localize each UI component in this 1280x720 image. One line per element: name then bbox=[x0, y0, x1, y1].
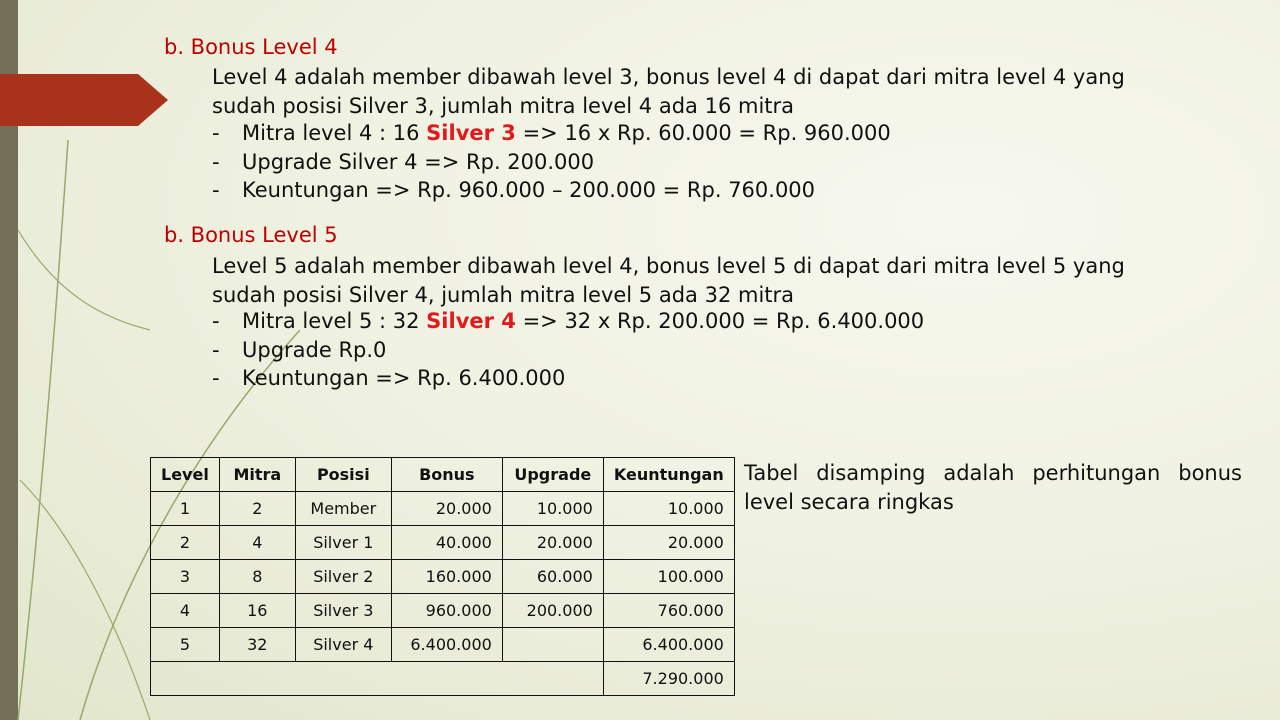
table-row bbox=[151, 492, 735, 526]
total-blank-cell bbox=[151, 662, 604, 696]
cell-keuntungan: 6.400.000 bbox=[603, 628, 734, 662]
bullet-dash: - bbox=[212, 121, 220, 145]
cell-mitra: 4 bbox=[219, 526, 295, 560]
cell-keuntungan: 10.000 bbox=[603, 492, 734, 526]
cell-mitra: 8 bbox=[219, 560, 295, 594]
cell-keuntungan: 100.000 bbox=[603, 560, 734, 594]
table-row bbox=[151, 594, 735, 628]
bullet-dash: - bbox=[212, 338, 220, 362]
section-5-bullet-2 bbox=[212, 338, 386, 362]
section-5-bullet-3 bbox=[212, 366, 565, 390]
bullet-dash: - bbox=[212, 366, 220, 390]
cell-upgrade: 200.000 bbox=[502, 594, 603, 628]
section-5-para-line-2: sudah posisi Silver 4, jumlah mitra level 5 ada 32 mitra bbox=[212, 283, 795, 307]
title-arrow-shape bbox=[0, 74, 170, 134]
section-4-para-line-2: sudah posisi Silver 3, jumlah mitra level 4 ada 16 mitra bbox=[212, 94, 795, 118]
table-total-row bbox=[151, 662, 735, 696]
col-header-posisi: Posisi bbox=[295, 458, 391, 492]
section-5-paragraph bbox=[212, 252, 1232, 310]
cell-level: 5 bbox=[151, 628, 220, 662]
cell-posisi: Member bbox=[295, 492, 391, 526]
table-header-row bbox=[151, 458, 735, 492]
bullet-text: Keuntungan => Rp. 6.400.000 bbox=[242, 366, 566, 390]
cell-posisi: Silver 3 bbox=[295, 594, 391, 628]
cell-bonus: 160.000 bbox=[391, 560, 502, 594]
cell-level: 2 bbox=[151, 526, 220, 560]
col-header-level: Level bbox=[151, 458, 220, 492]
table-row bbox=[151, 526, 735, 560]
bullet-dash: - bbox=[212, 150, 220, 174]
cell-bonus: 20.000 bbox=[391, 492, 502, 526]
cell-bonus: 6.400.000 bbox=[391, 628, 502, 662]
col-header-keuntungan: Keuntungan bbox=[603, 458, 734, 492]
bullet-text: Mitra level 4 : 16 bbox=[242, 121, 427, 145]
bullet-dash: - bbox=[212, 309, 220, 333]
col-header-bonus: Bonus bbox=[391, 458, 502, 492]
table-row bbox=[151, 560, 735, 594]
cell-mitra: 32 bbox=[219, 628, 295, 662]
cell-keuntungan: 20.000 bbox=[603, 526, 734, 560]
section-4-title: b. Bonus Level 4 bbox=[164, 35, 338, 59]
bullet-text: Upgrade Silver 4 => Rp. 200.000 bbox=[242, 150, 595, 174]
section-4-paragraph bbox=[212, 63, 1232, 121]
bullet-highlight: Silver 3 bbox=[426, 121, 516, 145]
bullet-highlight: Silver 4 bbox=[426, 309, 516, 333]
cell-bonus: 960.000 bbox=[391, 594, 502, 628]
table-side-note: Tabel disamping adalah perhitungan bonus level secara ringkas bbox=[744, 461, 1242, 514]
cell-mitra: 2 bbox=[219, 492, 295, 526]
bullet-text-rest: => 32 x Rp. 200.000 = Rp. 6.400.000 bbox=[515, 309, 925, 333]
cell-posisi: Silver 2 bbox=[295, 560, 391, 594]
bullet-text: Upgrade Rp.0 bbox=[242, 338, 387, 362]
cell-upgrade bbox=[502, 628, 603, 662]
table-row bbox=[151, 628, 735, 662]
bullet-text-rest: => 16 x Rp. 60.000 = Rp. 960.000 bbox=[515, 121, 891, 145]
section-5-para-line-1: Level 5 adalah member dibawah level 4, bonus level 5 di dapat dari mitra level 5 yang bbox=[212, 254, 1125, 278]
section-4-bullet-3 bbox=[212, 178, 815, 202]
cell-upgrade: 20.000 bbox=[502, 526, 603, 560]
section-5-title: b. Bonus Level 5 bbox=[164, 223, 338, 247]
cell-posisi: Silver 1 bbox=[295, 526, 391, 560]
section-4-bullet-1 bbox=[212, 121, 891, 145]
bullet-text: Mitra level 5 : 32 bbox=[242, 309, 427, 333]
section-4-para-line-1: Level 4 adalah member dibawah level 3, bonus level 4 di dapat dari mitra level 4 yang bbox=[212, 65, 1125, 89]
cell-posisi: Silver 4 bbox=[295, 628, 391, 662]
bullet-dash: - bbox=[212, 178, 220, 202]
cell-bonus: 40.000 bbox=[391, 526, 502, 560]
cell-level: 1 bbox=[151, 492, 220, 526]
col-header-mitra: Mitra bbox=[219, 458, 295, 492]
cell-mitra: 16 bbox=[219, 594, 295, 628]
bullet-text: Keuntungan => Rp. 960.000 – 200.000 = Rp. 760.000 bbox=[242, 178, 816, 202]
section-5-bullet-1 bbox=[212, 309, 924, 333]
cell-level: 3 bbox=[151, 560, 220, 594]
cell-total-keuntungan: 7.290.000 bbox=[603, 662, 734, 696]
cell-upgrade: 10.000 bbox=[502, 492, 603, 526]
cell-keuntungan: 760.000 bbox=[603, 594, 734, 628]
col-header-upgrade: Upgrade bbox=[502, 458, 603, 492]
cell-level: 4 bbox=[151, 594, 220, 628]
bonus-level-table bbox=[150, 457, 735, 696]
cell-upgrade: 60.000 bbox=[502, 560, 603, 594]
section-4-bullet-2 bbox=[212, 150, 594, 174]
